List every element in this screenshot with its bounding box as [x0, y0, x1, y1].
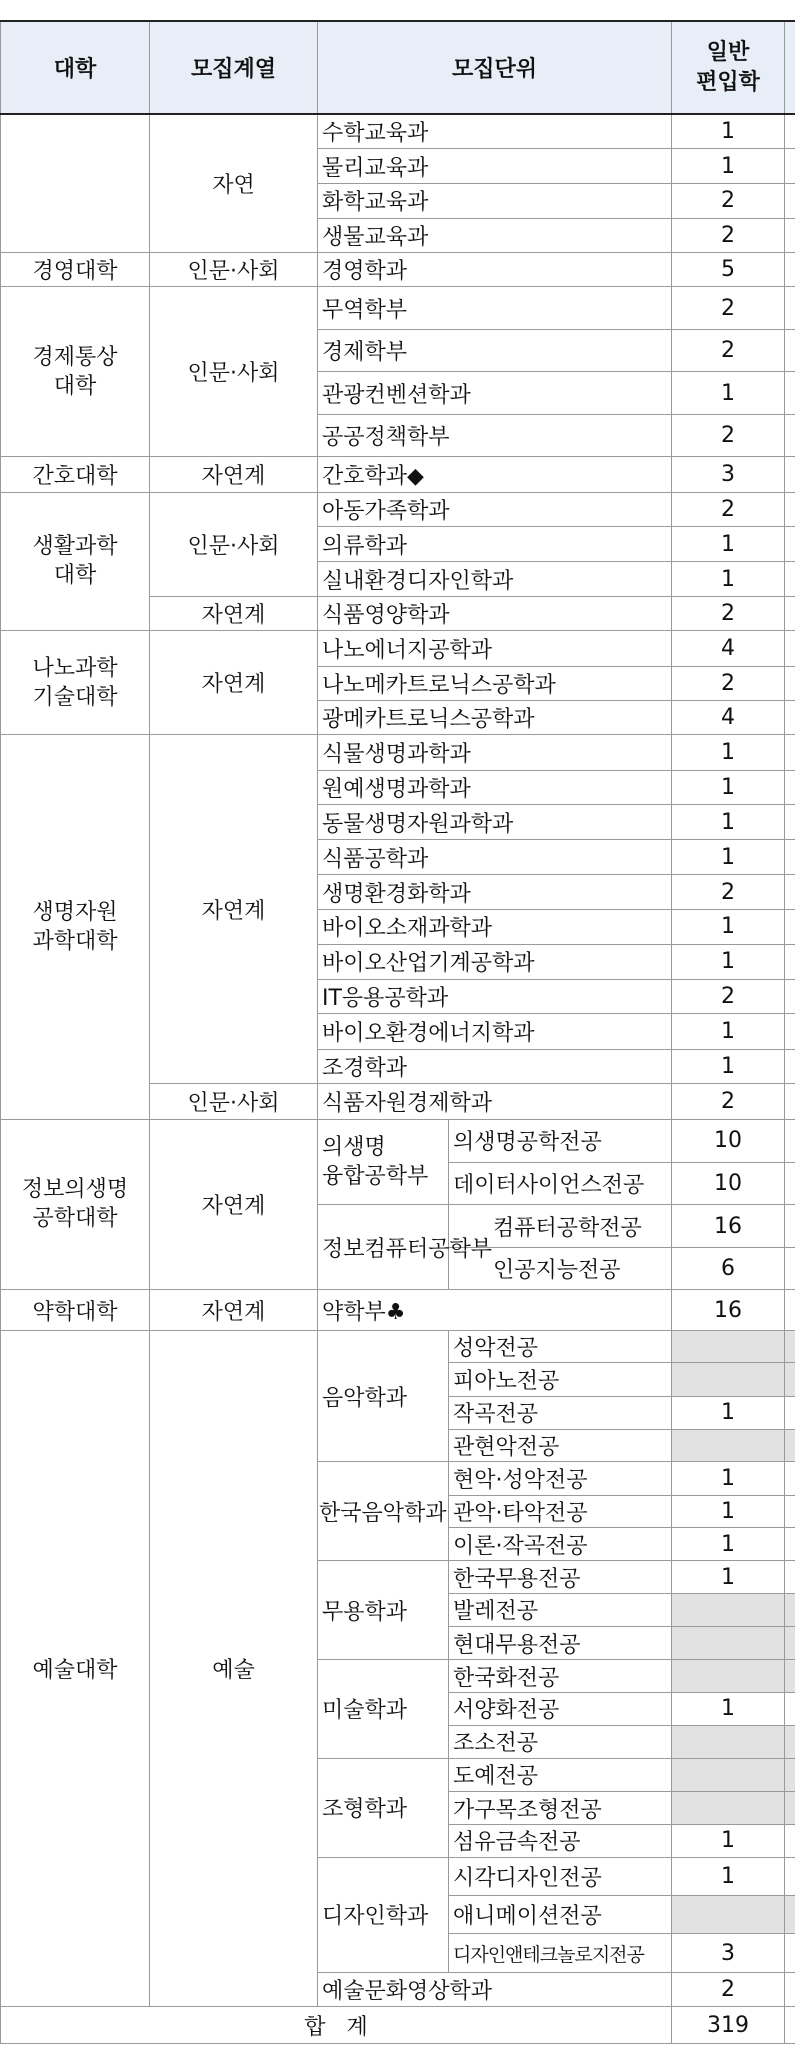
count-cell: 2: [672, 414, 785, 456]
count-cell-empty: [672, 1429, 785, 1461]
table-row: [1, 287, 795, 329]
count-cell: 2: [672, 492, 785, 526]
field-cell: 자연계: [150, 457, 318, 492]
major-cell: 섬유금속전공: [449, 1825, 672, 1857]
univ-cell: 경영대학: [1, 253, 150, 287]
count-cell: 1: [672, 770, 785, 804]
major-cell: 작곡전공: [449, 1396, 672, 1429]
major-cell: 관현악전공: [449, 1429, 672, 1461]
count-cell: 2: [672, 596, 785, 630]
table-row: [1, 1330, 795, 1362]
univ-cell: 약학대학: [1, 1290, 150, 1330]
count-cell: 1: [672, 944, 785, 979]
count-cell: 2: [672, 184, 785, 218]
count-cell: 1: [672, 1857, 785, 1895]
count-cell: 2: [672, 1084, 785, 1119]
header-field: 모집계열: [150, 21, 318, 114]
dept-cell: 디자인학과: [318, 1857, 449, 1972]
univ-cell: 나노과학 기술대학: [1, 631, 150, 735]
count-cell: 4: [672, 700, 785, 734]
count-cell: 2: [672, 287, 785, 329]
count-cell: 2: [672, 329, 785, 371]
table-row: [1, 492, 795, 526]
major-cell: 이론·작곡전공: [449, 1528, 672, 1561]
unit-cell: 경영학과: [318, 253, 672, 287]
unit-cell: 식물생명과학과: [318, 735, 672, 770]
major-cell: 시각디자인전공: [449, 1857, 672, 1895]
table-row: [1, 1290, 795, 1330]
table-row: [1, 631, 795, 666]
field-cell: 자연계: [150, 1290, 318, 1330]
major-cell: 데이터사이언스전공: [449, 1163, 672, 1205]
field-cell: 자연계: [150, 1119, 318, 1290]
univ-cell: 정보의생명 공학대학: [1, 1119, 150, 1290]
major-cell: 한국화전공: [449, 1660, 672, 1692]
unit-cell: 식품자원경제학과: [318, 1084, 672, 1119]
unit-cell: 바이오산업기계공학과: [318, 944, 672, 979]
table-row: [1, 114, 795, 148]
count-cell: 1: [672, 910, 785, 944]
count-cell: 1: [672, 1462, 785, 1495]
count-cell-empty: [672, 1330, 785, 1362]
major-cell: 디자인앤테크놀로지전공: [449, 1934, 672, 1972]
unit-cell: 아동가족학과: [318, 492, 672, 526]
count-cell: 1: [672, 1528, 785, 1561]
major-cell: 관악·타악전공: [449, 1495, 672, 1527]
unit-cell: 공공정책학부: [318, 414, 672, 456]
major-cell: 의생명공학전공: [449, 1119, 672, 1162]
table-row: [1, 253, 795, 287]
field-cell: 인문·사회: [150, 492, 318, 596]
major-cell: 컴퓨터공학전공: [449, 1205, 672, 1247]
unit-cell: 경제학부: [318, 329, 672, 371]
field-cell: 인문·사회: [150, 1084, 318, 1119]
count-cell: 1: [672, 1049, 785, 1083]
header-univ: 대학: [1, 21, 150, 114]
unit-cell: 수학교육과: [318, 114, 672, 148]
field-cell: 인문·사회: [150, 253, 318, 287]
admission-quota-table: [0, 20, 795, 2044]
count-cell-empty: [672, 1660, 785, 1692]
dept-cell: 미술학과: [318, 1660, 449, 1758]
major-cell: 조소전공: [449, 1726, 672, 1758]
unit-cell: 바이오환경에너지학과: [318, 1014, 672, 1049]
dept-cell: 의생명 융합공학부: [318, 1119, 449, 1205]
count-cell-empty: [672, 1363, 785, 1396]
count-cell: 2: [672, 874, 785, 909]
header-row: [1, 21, 795, 114]
count-cell: 1: [672, 1692, 785, 1725]
dept-cell: 무용학과: [318, 1561, 449, 1660]
field-cell: 인문·사회: [150, 287, 318, 457]
count-cell: 1: [672, 1825, 785, 1857]
count-cell: 2: [672, 980, 785, 1014]
count-cell-empty: [672, 1896, 785, 1934]
count-cell: 2: [672, 1972, 785, 2006]
count-cell: 1: [672, 1561, 785, 1593]
count-cell: 3: [672, 1934, 785, 1972]
count-cell: 1: [672, 114, 785, 148]
count-cell: 1: [672, 1396, 785, 1429]
count-cell: 3: [672, 457, 785, 492]
count-cell-empty: [672, 1593, 785, 1626]
unit-cell: 약학부♣: [318, 1290, 672, 1330]
univ-cell: 예술대학: [1, 1330, 150, 2006]
unit-cell: 동물생명자원과학과: [318, 805, 672, 840]
major-cell: 가구목조형전공: [449, 1791, 672, 1824]
field-cell: 자연: [150, 114, 318, 253]
unit-cell: 관광컨벤션학과: [318, 372, 672, 414]
count-cell: 2: [672, 666, 785, 700]
count-cell-empty: [672, 1758, 785, 1791]
unit-cell: 식품영양학과: [318, 596, 672, 630]
field-cell: 자연계: [150, 631, 318, 735]
major-cell: 도예전공: [449, 1758, 672, 1791]
count-cell-empty: [672, 1791, 785, 1824]
header-general-transfer: 일반 편입학: [672, 21, 785, 114]
count-cell: 10: [672, 1163, 785, 1205]
field-cell: 자연계: [150, 735, 318, 1084]
unit-cell: 조경학과: [318, 1049, 672, 1083]
total-label: 합 계: [1, 2007, 672, 2044]
unit-cell: 예술문화영상학과: [318, 1972, 672, 2006]
count-cell-empty: [672, 1726, 785, 1758]
count-cell: 1: [672, 1014, 785, 1049]
total-count: 319: [672, 2007, 785, 2044]
count-cell: 1: [672, 148, 785, 183]
table-row: [1, 1119, 795, 1162]
unit-cell: 화학교육과: [318, 184, 672, 218]
unit-cell: 물리교육과: [318, 148, 672, 183]
field-cell: 자연계: [150, 596, 318, 630]
unit-cell: 나노메카트로닉스공학과: [318, 666, 672, 700]
major-cell: 한국무용전공: [449, 1561, 672, 1593]
unit-cell: 광메카트로닉스공학과: [318, 700, 672, 734]
unit-cell: 무역학부: [318, 287, 672, 329]
major-cell: 현악·성악전공: [449, 1462, 672, 1495]
univ-cell: 생활과학 대학: [1, 492, 150, 631]
total-row: [1, 2007, 795, 2044]
major-cell: 서양화전공: [449, 1692, 672, 1725]
count-cell: 1: [672, 372, 785, 414]
unit-cell: 실내환경디자인학과: [318, 562, 672, 596]
major-cell: 인공지능전공: [449, 1247, 672, 1289]
count-cell: 2: [672, 218, 785, 252]
table-row: [1, 735, 795, 770]
table-row: [1, 457, 795, 492]
dept-cell: 음악학과: [318, 1330, 449, 1461]
univ-cell: [1, 114, 150, 253]
count-cell-empty: [672, 1627, 785, 1660]
header-unit: 모집단위: [318, 21, 672, 114]
count-cell: 16: [672, 1205, 785, 1247]
unit-cell: 바이오소재과학과: [318, 910, 672, 944]
field-cell: 예술: [150, 1330, 318, 2006]
count-cell: 4: [672, 631, 785, 666]
unit-cell: 식품공학과: [318, 840, 672, 874]
count-cell: 1: [672, 1495, 785, 1527]
dept-cell: 정보컴퓨터공학부: [318, 1205, 449, 1290]
unit-cell: 의류학과: [318, 527, 672, 562]
count-cell: 1: [672, 735, 785, 770]
major-cell: 애니메이션전공: [449, 1896, 672, 1934]
major-cell: 성악전공: [449, 1330, 672, 1362]
unit-cell: IT응용공학과: [318, 980, 672, 1014]
major-cell: 발레전공: [449, 1593, 672, 1626]
count-cell: 16: [672, 1290, 785, 1330]
unit-cell: 나노에너지공학과: [318, 631, 672, 666]
count-cell: 6: [672, 1247, 785, 1289]
unit-cell: 간호학과◆: [318, 457, 672, 492]
major-cell: 현대무용전공: [449, 1627, 672, 1660]
unit-cell: 원예생명과학과: [318, 770, 672, 804]
count-cell: 5: [672, 253, 785, 287]
header-edge: [785, 21, 795, 114]
univ-cell: 경제통상 대학: [1, 287, 150, 457]
unit-cell: 생명환경화학과: [318, 874, 672, 909]
dept-cell: 조형학과: [318, 1758, 449, 1857]
major-cell: 피아노전공: [449, 1363, 672, 1396]
unit-cell: 생물교육과: [318, 218, 672, 252]
count-cell: 1: [672, 805, 785, 840]
count-cell: 10: [672, 1119, 785, 1162]
count-cell: 1: [672, 527, 785, 562]
count-cell: 1: [672, 562, 785, 596]
univ-cell: 간호대학: [1, 457, 150, 492]
dept-cell: 한국음악학과: [318, 1462, 449, 1561]
count-cell: 1: [672, 840, 785, 874]
univ-cell: 생명자원 과학대학: [1, 735, 150, 1119]
